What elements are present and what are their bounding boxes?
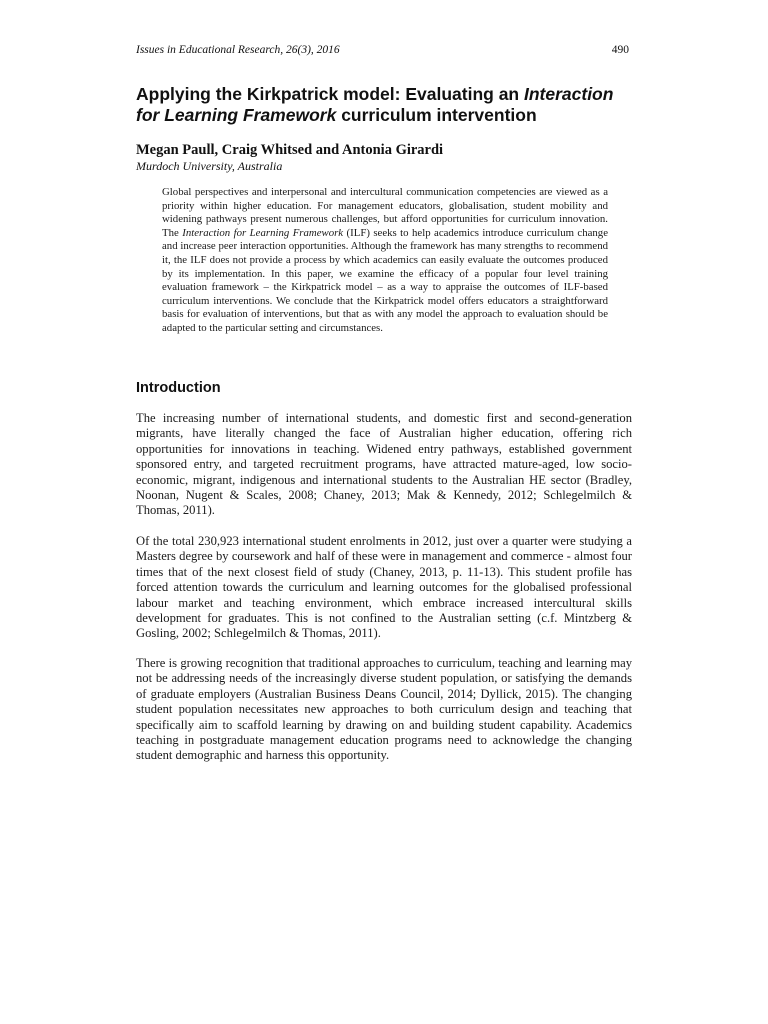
- author-list: Megan Paull, Craig Whitsed and Antonia Girardi: [136, 142, 444, 158]
- abstract-text-2: (ILF) seeks to help academics introduce curriculum change and increase peer interaction opportunities. Although the framework has many strengths to recommend it, the ILF does not provide a process by which academics can easily evaluate the outcomes produced by its implementation. In this paper, we examine the efficacy of a popular four level training evaluation framework – the Kirkpatrick model – as a way to appraise the outcomes of ILF-based curriculum interventions. We conclude that the Kirkpatrick model offers educators a straightforward basis for evaluation of interventions, but that as with any model the approach to evaluation should be adapted to the particular setting and circumstances.: [162, 226, 608, 334]
- body-paragraph: Of the total 230,923 international student enrolments in 2012, just over a quarter were studying a Masters degree by coursework and half of these were in management and commerce - almost four times that of the next closest field of study (Chaney, 2013, p. 11-13). This student profile has forced attention towards the curriculum and learning outcomes for the globalised professional labour market and teaching environment, which embrace increased intercultural skills development for graduates. This is not confined to the Australian setting (c.f. Mintzberg & Gosling, 2002; Schlegelmilch & Thomas, 2011).: [136, 534, 632, 641]
- running-head: [136, 42, 629, 58]
- abstract-text-1: Global perspectives and interpersonal and intercultural communication competencies are viewed as a priority within higher education. For management educators, globalisation, student mobility and widening pathways present numerous challenges, but afford opportunities for curriculum innovation. The: [162, 186, 608, 239]
- body-paragraph: There is growing recognition that traditional approaches to curriculum, teaching and learning may not be addressing needs of the increasingly diverse student population, or satisfying the demands of graduate employers (Australian Business Deans Council, 2014; Dyllick, 2015). The changing student population necessitates new approaches to both curriculum design and teaching that specifically aim to scaffold learning by drawing on and building student capability. Academics teaching in postgraduate management education programs need to acknowledge the changing student demographic and harness this opportunity.: [136, 656, 632, 763]
- section-heading-introduction: Introduction: [136, 380, 221, 396]
- page-number: 490: [611, 44, 629, 56]
- journal-citation: Issues in Educational Research, 26(3), 2016: [136, 44, 340, 56]
- author-affiliation: Murdoch University, Australia: [136, 159, 283, 173]
- title-part-3: curriculum intervention: [336, 105, 537, 125]
- body-paragraph: The increasing number of international students, and domestic first and second-generation migrants, have literally changed the face of Australian higher education, offering rich opportunities for innovations in teaching. Widened entry pathways, established government sponsored entry, and targeted recruitment programs, have attracted mature-aged, low socio-economic, migrant, indigenous and international students to the Australian HE sector (Bradley, Noonan, Nugent & Scales, 2008; Chaney, 2013; Mak & Kennedy, 2012; Schlegelmilch & Thomas, 2011).: [136, 411, 632, 518]
- abstract-italic-term: Interaction for Learning Framework: [182, 226, 344, 239]
- article-title: [136, 84, 636, 126]
- title-part-2-italic: Interaction for Learning Framework: [136, 84, 614, 125]
- title-part-1: Applying the Kirkpatrick model: Evaluating an: [136, 84, 524, 104]
- abstract: [162, 186, 608, 336]
